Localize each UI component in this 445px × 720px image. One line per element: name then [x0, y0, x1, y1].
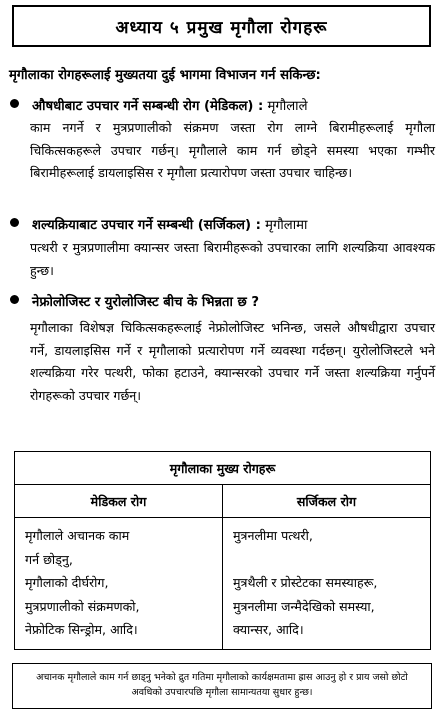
section-medical-heading [10, 96, 438, 118]
list-item: मुत्रप्रणालीको संक्रमणको, [25, 598, 140, 614]
footnote-text: अचानक मृगौलाले काम गर्न छाड्नु भनेको द्रुत गतिमा मृगौलाको कार्यक्षमतामा ह्रास आउनु हो र प्राय जसो छोटो अवधिको उपचारपछि मृगौला सामान्यतया सुधार हुन्छ। [36, 672, 408, 698]
list-item: मुत्रनलीमा पत्थरी, [233, 528, 313, 543]
column-header-surgical: सर्जिकल रोग [223, 485, 431, 518]
list-item: मृगौलाले अचानक काम [25, 528, 130, 543]
section-surgical-body: पत्थरी र मुत्रप्रणालीमा क्यान्सर जस्ता बिरामीहरूको उपचारका लागि शल्यक्रिया आवश्यक हुन्छ। [30, 240, 435, 278]
section-heading-continuation: मृगौलामा [260, 218, 308, 233]
footnote-box [12, 663, 432, 709]
intro-text: मृगौलाका रोगहरूलाई मुख्यतया दुई भागमा विभाजन गर्न सकिन्छ: [9, 68, 321, 83]
chapter-title: अध्याय ५ प्रमुख मृगौला रोगहरू [115, 17, 328, 38]
kidney-disease-table [14, 451, 431, 650]
section-surgical-heading [10, 215, 438, 237]
section-medical-body: काम नगर्ने र मुत्रप्रणालीको संक्रमण जस्ता रोग लाग्ने बिरामीहरूलाई मृगौला चिकित्सकहरूले उपचार गर्छन्। मृगौलाले काम गर्न छोड्ने समस्या भएका गम्भीर बिरामीहरूलाई डायलाइसिस र मृगौला प्रत्यारोपण जस्ता उपचार चाहिन्छ। [30, 120, 435, 180]
section-heading: शल्यक्रियाबाट उपचार गर्ने सम्बन्धी (सर्जिकल) : [32, 218, 261, 233]
surgical-disease-cell [223, 518, 431, 650]
bullet-icon [10, 99, 19, 108]
list-item: गर्न छोड्नु, [25, 551, 73, 567]
section-difference-body: मृगौलाका विशेषज्ञ चिकित्सकहरूलाई नेफ्रोलोजिस्ट भनिन्छ, जसले औषधीद्वारा उपचार गर्ने, डायलाइसिस गर्ने र मृगौलाको प्रत्यारोपण गर्ने व्यवस्था गर्दछन्। युरोलोजिस्टले भने शल्यक्रिया गरेर पत्थरी, फोका हटाउने, क्यान्सरको उपचार गर्ने जस्ता शल्यक्रिया गर्नुपर्ने रोगहरूको उपचार गर्छन्। [30, 320, 435, 403]
section-heading: औषधीबाट उपचार गर्ने सम्बन्धी रोग (मेडिकल) : [32, 99, 264, 114]
bullet-icon [10, 218, 19, 227]
list-item: मृगौलाको दीर्घरोग, [25, 575, 109, 590]
section-difference-heading [10, 292, 438, 314]
bullet-icon [10, 295, 19, 304]
list-item: मुत्रथैली र प्रोस्टेटका समस्याहरू, [233, 575, 378, 590]
list-item: नेफ्रोटिक सिन्ड्रोम, आदि। [25, 622, 138, 637]
list-item: क्यान्सर, आदि। [233, 622, 304, 637]
chapter-title-box [12, 5, 431, 47]
list-item: मुत्रनलीमा जन्मैदेखिको समस्या, [233, 598, 375, 614]
section-heading: नेफ्रोलोजिस्ट र युरोलोजिस्ट बीच के भिन्नता छ ? [32, 295, 260, 310]
column-header-medical: मेडिकल रोग [15, 485, 223, 518]
list-item [233, 548, 420, 572]
table-caption: मृगौलाका मुख्य रोगहरू [15, 452, 431, 485]
section-heading-continuation: मृगौलाले [263, 99, 308, 114]
medical-disease-cell [15, 518, 223, 650]
